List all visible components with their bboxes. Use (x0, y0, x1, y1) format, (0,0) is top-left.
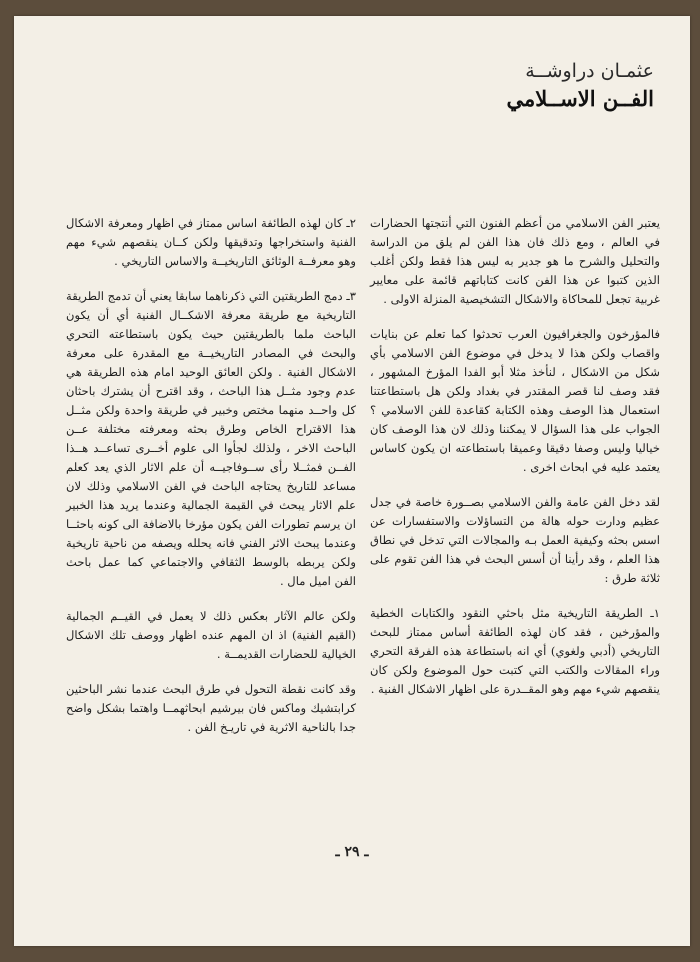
author-name: عثمـان دراوشــة (525, 60, 654, 82)
paragraph: لقد دخل الفن عامة والفن الاسلامي بصــورة خاصة في جدل عظيم ودارت حوله هالة من التساؤلات والاستفسارات عن اسس بحثه وكيفية العمل بـه والمجالات التي تدخل في نطاق هذا العلم ، وقد رأينا أن أسس البحث في هذا الفن تقوم على ثلاثة طرق : (370, 495, 660, 585)
left-column (66, 214, 356, 753)
right-column (370, 214, 660, 715)
paragraph: ولكن عالم الآثار بعكس ذلك لا يعمل في القيــم الجمالية (القيم الفنية) اذ ان المهم عنده اظهار ووصف تلك الاشكال الخيالية للحضارات القديمــة . (66, 609, 356, 661)
paragraph: يعتبر الفن الاسلامي من أعظم الفنون التي أنتجتها الحضارات في العالم ، ومع ذلك فان هذا الفن لم يلق من الدراسة والتحليل والشرح ما هو جدير به ليس هذا فقط ولكن أغلب الذين كتبوا عن هذا الفن كانت كتاباتهم قائمة على معايير غربية تجعل للمحاكاة والاشكال التشخيصية المنزلة الاولى . (370, 216, 660, 306)
article-title: الفــن الاســلامي (506, 86, 654, 111)
article-header (507, 60, 654, 111)
paragraph: وقد كانت نقطة التحول في طرق البحث عندما نشر الباحثين كرابتشيك وماكس فان بيرشيم ابحاثهمــا واهتما بشكل واضح جدا بالناحية الاثرية في تاريـخ الفن . (66, 682, 356, 734)
page-sheet (14, 16, 690, 946)
paragraph: ٣ـ دمج الطريقتين التي ذكرناهما سابقا يعني أن تدمج الطريقة التاريخية مع طريقة معرفة الاشكــال الفنية أي أن يكون الباحث ملما بالطريقتين حيث يكون باستطاعته التحري والبحث في المصادر التاريخيــة مع المقدرة على معرفة الاشكال الفنية . ولكن العائق الوحيد امام هذه الطريقة هي عدم وجود مثــل هذا الباحث ، وقد اقترح أن يشترك باحثان كل واحــد منهما مختص وخبير في طريقة واحدة ولكن مثــل هذا الاقتراح الخاص وطرق بحثه ومعرفته مختلفة عــن الباحث الاخر ، ولذلك لجأوا الى علوم أخــرى تساعــد هــذا الفــن فمثــلا رأى ســوفاجيــه أن علم الاثار الذي يعد كعلم مساعد للتاريخ يحتاجه الباحث في الفن الاسلامي وذلك لان علم الاثار يبحث في القيمة الجمالية وعندما يريد هذا الخبير ان يرسم تطورات الفن يكون مؤرخا بالاضافة الى كونه باحثــا وعندما يبحث الاثر الفني فانه يحلله ويصفه من ناحية تاريخية ولكن يربطه بالوسط الثقافي والاجتماعي كما عمل باحث الفن اميل مال . (66, 289, 356, 588)
paragraph: ٢ـ كان لهذه الطائفة اساس ممتاز في اظهار ومعرفة الاشكال الفنية واستخراجها وتدقيقها ولكن كــان ينقصهم شيء مهم وهو معرفــة الوثائق التاريخيــة والاساس التاريخي . (66, 216, 356, 268)
paragraph: فالمؤرخون والجغرافيون العرب تحدثوا كما تعلم عن بنايات واقصاب ولكن هذا لا يدخل في موضوع الفن الاسلامي بأي شكل من الاشكال ، لنأخذ مثلا أبو الفدا المؤرخ المشهور ، فقد وصف لنا قصر المقتدر في بغداد ولكن هل باستطاعتنا استعمال هذا الوصف وهذه الكتابة كقاعدة للفن الاسلامي ؟ الجواب على هذا السؤال لا يمكننا وذلك لان هذا الوصف كان خياليا وليس وصفا دقيقا وعميقا باستطاعته ان يكون كاساس يعتمد عليه في ابحاث اخرى . (370, 327, 660, 474)
paragraph: ١ـ الطريقة التاريخية مثل باحثي النقود والكتابات الخطية والمؤرخين ، فقد كان لهذه الطائفة أساس ممتاز للبحث التاريخي (أدبي ولغوي) أي انه باستطاعة هذه الفرقة التحري وراء المقالات والكتب التي كتبت حول الموضوع ولكن كان ينقصهم شيء مهم وهو المقــدرة على اظهار الاشكال الفنية . (370, 606, 660, 696)
page-number: ـ ٢٩ ـ (335, 844, 369, 860)
